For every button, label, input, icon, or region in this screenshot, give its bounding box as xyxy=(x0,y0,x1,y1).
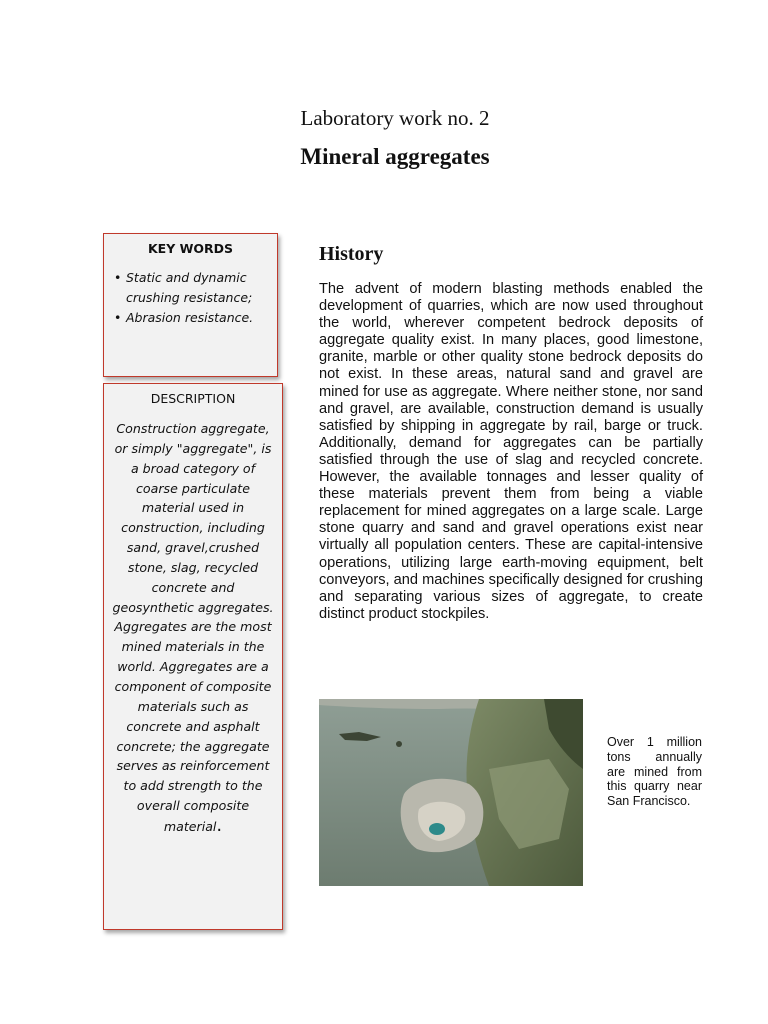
description-text-block xyxy=(112,419,274,837)
quarry-aerial-photo xyxy=(319,699,583,886)
figure-caption: Over 1 million tons annually are mined from this quarry near San Francisco. xyxy=(607,735,702,809)
page-title: Mineral aggregates xyxy=(300,144,490,169)
key-word-text: Abrasion resistance. xyxy=(126,310,254,325)
key-words-box xyxy=(103,233,278,377)
key-words-heading: KEY WORDS xyxy=(147,241,234,256)
lab-title: Laboratory work no. 2 xyxy=(300,106,490,130)
description-end-mark: . xyxy=(216,814,223,836)
history-heading: History xyxy=(319,243,384,265)
bullet-icon: • xyxy=(114,310,122,325)
key-words-list xyxy=(104,268,277,328)
description-box xyxy=(103,383,283,930)
key-word-text: Static and dynamic crushing resistance; xyxy=(126,270,253,305)
key-word-item xyxy=(114,268,271,308)
description-text: Construction aggregate, or simply "aggregate", is a broad category of coarse particulate material used in construction, including sand, gravel,crushed stone, slag, recycled concrete and geosynthetic aggregates. Aggregates are the most mined materials in the world. Aggregates are a component of composite materials such as concrete and asphalt concrete; the aggregate serves as reinforcement to add strength to the overall composite material xyxy=(112,421,274,834)
bullet-icon: • xyxy=(114,270,122,285)
description-heading: DESCRIPTION xyxy=(150,391,236,406)
history-paragraph: The advent of modern blasting methods enabled the development of quarries, which are now used throughout the world, wherever competent bedrock deposits of aggregate quality exist. In many places, good limestone, granite, marble or other quality stone bedrock deposits do not exist. In these areas, natural sand and gravel are mined for use as aggregate. Where neither stone, nor sand and gravel, are available, construction demand is usually satisfied by shipping in aggregate by rail, barge or truck. Additionally, demand for aggregates can be partially satisfied through the use of slag and recycled concrete. However, the available tonnages and lesser quality of these materials prevent them from being a viable replacement for mined aggregates on a large scale. Large stone quarry and sand and gravel operations exist near virtually all population centers. These are capital-intensive operations, utilizing large earth-moving equipment, belt conveyors, and machines specifically designed for crushing and separating various sizes of aggregate, to create distinct product stockpiles. xyxy=(319,281,703,622)
key-word-item xyxy=(114,308,271,328)
